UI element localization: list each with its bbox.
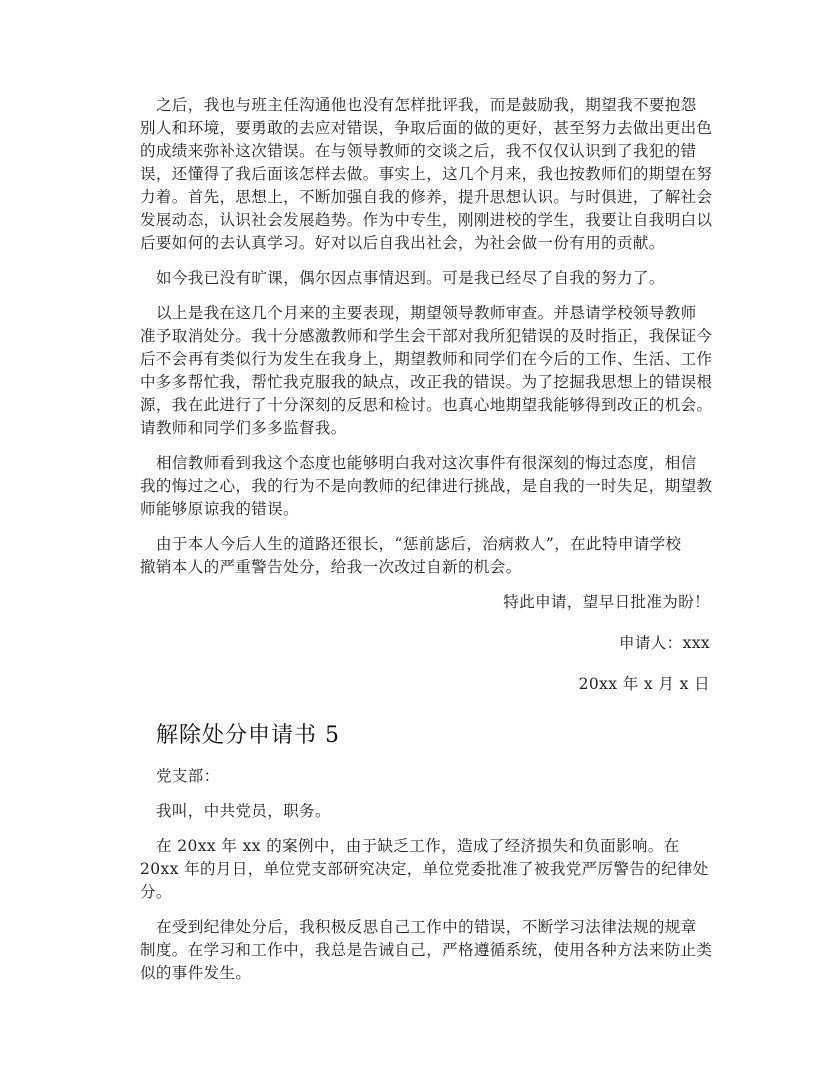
applicant-line: 申请人：xxx (618, 634, 710, 652)
text-line: 党支部： (156, 767, 220, 785)
text-line: 后要如何的去认真学习。好对以后自我出社会，为社会做一份有用的贡献。 (140, 234, 665, 252)
text-line: 后不会再有类似行为发生在我身上，期望教师和同学们在今后的工作、生活、工作 (140, 350, 713, 368)
section-2-title: 解除处分申请书 5 (156, 723, 340, 748)
text-line: 请教师和同学们多多监督我。 (140, 419, 347, 437)
text-line: 力着。首先，思想上，不断加强自我的修养，提升思想认识。与时俱进，了解社会 (140, 188, 713, 206)
section-2-body (140, 765, 720, 985)
text-line: 似的事件发生。 (140, 964, 252, 982)
text-line: 制度。在学习和工作中，我总是告诫自己，严格遵循系统，使用各种方法来防止类 (140, 941, 713, 959)
text-line: 相信教师看到我这个态度也能够明白我对这次事件有很深刻的悔过态度，相信 (156, 454, 697, 472)
text-line: 误，还懂得了我后面该怎样去做。事实上，这几个月来，我也按教师们的期望在努 (140, 165, 713, 183)
text-line: 在受到纪律处分后，我积极反思自己工作中的错误，不断学习法律法规的规章 (156, 918, 697, 936)
paragraph (140, 302, 720, 440)
paragraph (140, 267, 720, 290)
text-line: 发展动态，认识社会发展趋势。作为中专生，刚刚进校的学生，我要让自我明白以 (140, 211, 713, 229)
text-line: 我叫，中共党员，职务。 (156, 802, 331, 820)
text-line: 准予取消处分。我十分感激教师和学生会干部对我所犯错误的及时指正，我保证今 (140, 327, 713, 345)
text-line: 分。 (140, 883, 172, 901)
text-line: 撤销本人的严重警告处分，给我一次改过自新的机会。 (140, 558, 522, 576)
paragraph (140, 835, 720, 904)
paragraph (140, 800, 720, 823)
text-line: 别人和环境，要勇敢的去应对错误，争取后面的做的更好，甚至努力去做出更出色 (140, 119, 713, 137)
text-line: 师能够原谅我的错误。 (140, 500, 300, 518)
section-1-body (140, 94, 720, 579)
document-page (140, 94, 720, 997)
paragraph (140, 533, 720, 579)
text-line: 如今我已没有旷课，偶尔因点事情迟到。可是我已经尽了自我的努力了。 (156, 269, 665, 287)
date-line: 20xx 年 x 月 x 日 (578, 675, 710, 693)
text-line: 之后，我也与班主任沟通他也没有怎样批评我，而是鼓励我，期望我不要抱怨 (156, 96, 697, 114)
text-line: 以上是我在这几个月来的主要表现，期望领导教师审查。并恳请学校领导教师 (156, 304, 697, 322)
paragraph (140, 94, 720, 255)
text-line: 的成绩来弥补这次错误。在与领导教师的交谈之后，我不仅仅认识到了我犯的错 (140, 142, 697, 160)
closing-line: 特此申请，望早日批准为盼！ (503, 593, 710, 611)
text-line: 由于本人今后人生的道路还很长，“惩前毖后，治病救人”，在此特申请学校 (156, 535, 682, 553)
text-line: 20xx 年的月日，单位党支部研究决定，单位党委批准了被我党严厉警告的纪律处 (140, 860, 709, 878)
text-line: 我的悔过之心，我的行为不是向教师的纪律进行挑战，是自我的一时失足，期望教 (140, 477, 713, 495)
text-line: 中多多帮忙我，帮忙我克服我的缺点，改正我的错误。为了挖掘我思想上的错误根 (140, 373, 713, 391)
text-line: 在 20xx 年 xx 的案例中，由于缺乏工作，造成了经济损失和负面影响。在 (156, 837, 680, 855)
paragraph (140, 765, 720, 788)
text-line: 源，我在此进行了十分深刻的反思和检讨。也真心地期望我能够得到改正的机会。 (140, 396, 713, 414)
paragraph (140, 916, 720, 985)
paragraph (140, 452, 720, 521)
